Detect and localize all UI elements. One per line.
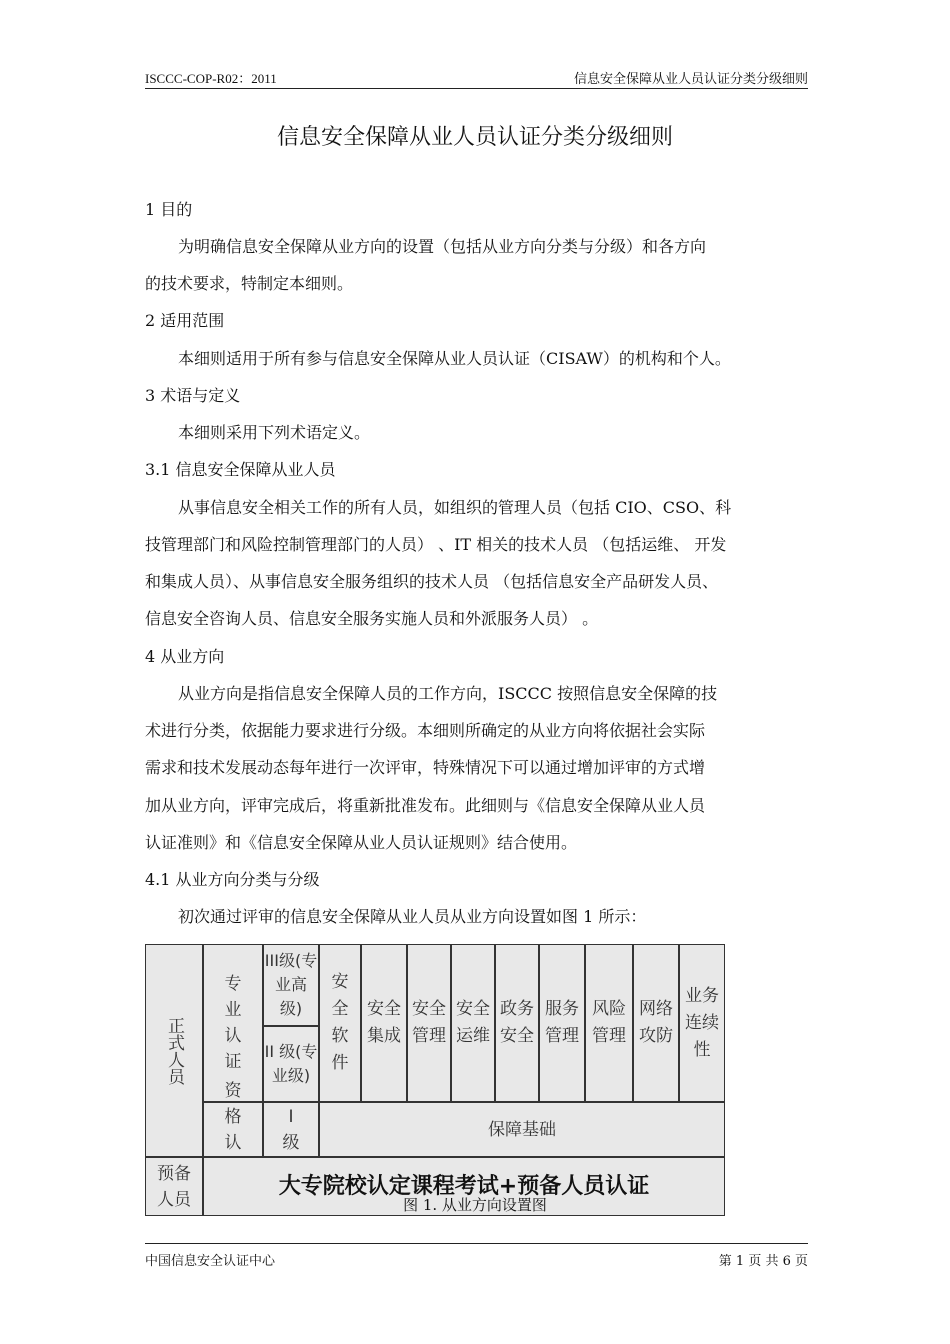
subsection-heading: 3.1 信息安全保障从业人员 (145, 460, 336, 479)
paragraph-line: 技管理部门和风险控制管理部门的人员） 、IT 相关的技术人员 （包括运维、 开发 (145, 535, 727, 554)
section-heading: 1 目的 (145, 200, 193, 219)
paragraph-line: 本细则采用下列术语定义。 (178, 423, 371, 442)
direction-box: 安全管理 (407, 944, 451, 1102)
level3-box: III级(专业高级) (263, 944, 319, 1026)
document-title: 信息安全保障从业人员认证分类分级细则 (276, 125, 673, 150)
figure-caption: 图 1. 从业方向设置图 (403, 1196, 547, 1214)
direction-diagram (145, 944, 725, 1216)
page-number: 第 1 页 共 6 页 (718, 1254, 808, 1269)
foundation-box: 保障基础 (319, 1102, 725, 1157)
paragraph-line: 从事信息安全相关工作的所有人员，如组织的管理人员（包括 CIO、CSO、科 (178, 498, 732, 517)
qualification-cert-box: 格认 (203, 1102, 263, 1157)
direction-box: 安全软件 (319, 944, 361, 1102)
paragraph-line: 术进行分类，依据能力要求进行分级。本细则所确定的从业方向将依据社会实际 (145, 721, 706, 740)
paragraph-line: 本细则适用于所有参与信息安全保障从业人员认证（CISAW）的机构和个人。 (178, 349, 731, 368)
footer-org: 中国信息安全认证中心 (145, 1254, 276, 1269)
paragraph-line: 信息安全咨询人员、信息安全服务实施人员和外派服务人员） 。 (145, 609, 599, 628)
paragraph-line: 初次通过评审的信息安全保障从业人员从业方向设置如图 1 所示： (178, 907, 647, 926)
reserve-desc-box: 大专院校认定课程考试+预备人员认证 (203, 1157, 725, 1216)
subsection-heading: 4.1 从业方向分类与分级 (145, 870, 320, 889)
direction-box: 安全运维 (451, 944, 495, 1102)
paragraph-line: 需求和技术发展动态每年进行一次评审，特殊情况下可以通过增加评审的方式增 (145, 758, 706, 777)
reserve-staff-box: 预备人员 (145, 1157, 203, 1216)
level1-box: I 级 (263, 1102, 319, 1157)
paragraph-line: 为明确信息安全保障从业方向的设置（包括从业方向分类与分级）和各方向 (178, 237, 707, 256)
formal-staff-box: 正式人员 (145, 944, 203, 1157)
direction-box: 业务连续性 (679, 944, 725, 1102)
direction-box: 服务管理 (539, 944, 585, 1102)
paragraph-line: 和集成人员）、从事信息安全服务组织的技术人员 （包括信息安全产品研发人员、 (145, 572, 719, 591)
direction-box: 风险管理 (585, 944, 633, 1102)
paragraph-line: 认证准则》和《信息安全保障从业人员认证规则》结合使用。 (145, 833, 578, 852)
direction-box: 政务安全 (495, 944, 539, 1102)
professional-cert-box: 专业认证 (203, 944, 263, 1102)
section-heading: 2 适用范围 (145, 311, 225, 330)
direction-box: 网络攻防 (633, 944, 679, 1102)
paragraph-line: 从业方向是指信息安全保障人员的工作方向，ISCCC 按照信息安全保障的技 (178, 684, 718, 703)
paragraph-line: 的技术要求，特制定本细则。 (145, 274, 354, 293)
section-heading: 3 术语与定义 (145, 386, 241, 405)
page-header (145, 66, 808, 89)
level2-box: II 级(专业级) (263, 1026, 319, 1102)
section-heading: 4 从业方向 (145, 647, 225, 666)
paragraph-line: 加从业方向，评审完成后，将重新批准发布。此细则与《信息安全保障从业人员 (145, 796, 706, 815)
direction-box: 安全集成 (361, 944, 407, 1102)
header-doc-title: 信息安全保障从业人员认证分类分级细则 (573, 72, 808, 87)
header-doc-code: ISCCC-COP-R02：2011 (145, 71, 277, 86)
page-footer (145, 1243, 808, 1269)
